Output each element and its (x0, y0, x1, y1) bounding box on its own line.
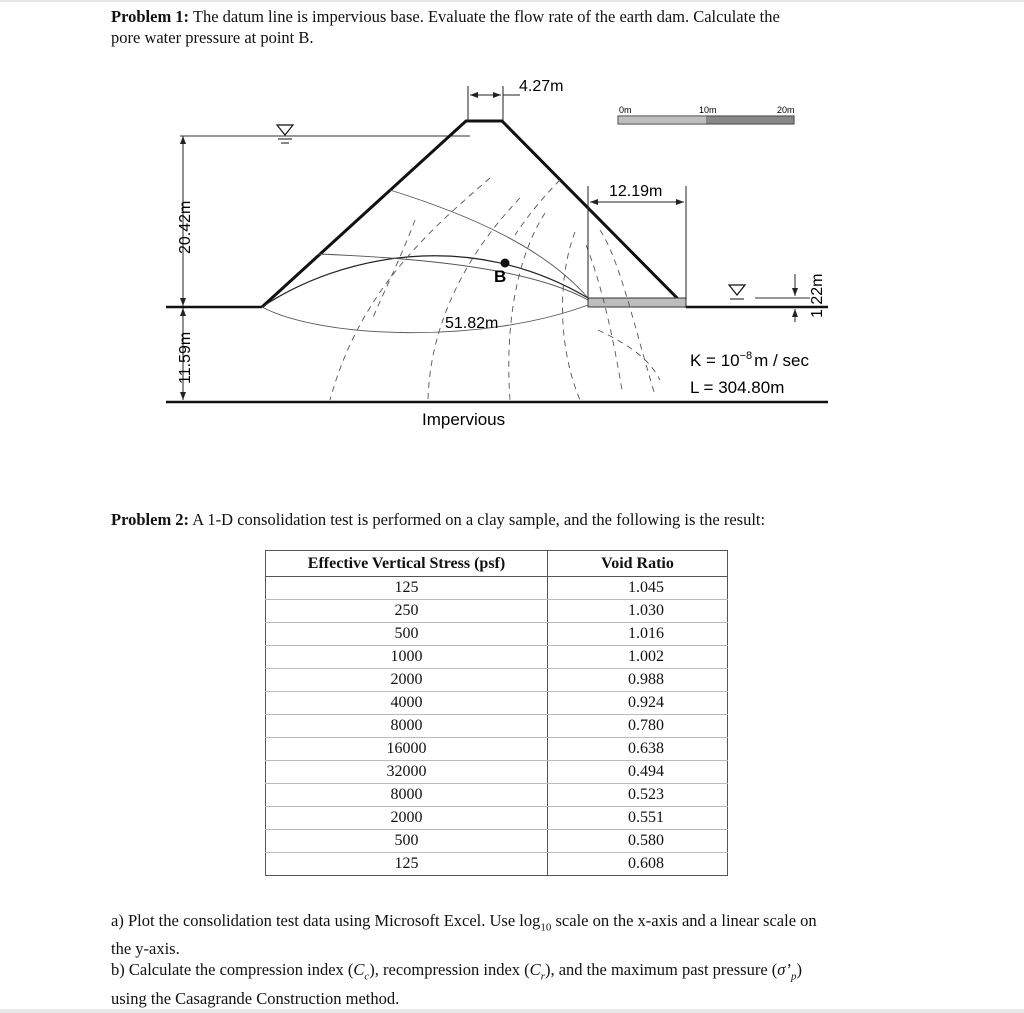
upstream-water-symbol (277, 125, 293, 143)
consolidation-table (265, 550, 728, 876)
sigma-symbol: σ’ (777, 960, 791, 980)
question-b-text-a: b) Calculate the compression index ( (111, 960, 354, 980)
point-b-label: B (494, 267, 507, 286)
table-row (266, 830, 728, 853)
toe-drain (588, 298, 686, 307)
sigma-sub: p (790, 970, 797, 983)
cc-sub: c (364, 970, 370, 983)
height-dimension (177, 136, 194, 306)
earth-dam-diagram (0, 0, 1024, 460)
k-value: K = 10 (690, 351, 740, 370)
scale-label-0: 0m (619, 105, 632, 115)
stress-cell: 4000 (266, 692, 548, 715)
void-ratio-cell (548, 600, 728, 623)
void-ratio-value: 0.580 (628, 832, 664, 849)
scale-label-20: 20m (777, 105, 795, 115)
void-ratio-value: 0.780 (628, 717, 664, 734)
foundation-depth-label: 11.59m (177, 331, 194, 384)
void-ratio-value: 0.924 (628, 694, 664, 711)
stress-cell: 2000 (266, 669, 548, 692)
drain-length-dimension (588, 183, 686, 300)
void-ratio-value: 0.551 (628, 809, 664, 826)
void-ratio-cell (548, 669, 728, 692)
stress-cell: 500 (266, 830, 548, 853)
question-a-text-b: scale on the x-axis and a linear scale on (551, 911, 817, 930)
table-row (266, 715, 728, 738)
column-header-void-ratio: Void Ratio (548, 551, 728, 577)
table-row (266, 761, 728, 784)
void-ratio-value: 0.523 (628, 786, 664, 803)
problem-2-text: A 1-D consolidation test is performed on a clay sample, and the following is the result: (189, 510, 766, 529)
dam-outline (262, 121, 686, 307)
void-ratio-value: 0.494 (628, 763, 664, 780)
table-row (266, 692, 728, 715)
problem-1-text-line1: The datum line is impervious base. Evaluate the flow rate of the earth dam. Calculate the (189, 7, 780, 26)
void-ratio-cell (548, 623, 728, 646)
void-ratio-cell (548, 715, 728, 738)
crest-width-label: 4.27m (519, 78, 564, 95)
void-ratio-cell (548, 807, 728, 830)
stress-cell: 125 (266, 577, 548, 600)
cr-symbol: C (529, 960, 541, 980)
void-ratio-value: 1.016 (628, 625, 664, 642)
question-b-text-end: ) (796, 960, 802, 980)
table-row (266, 807, 728, 830)
impervious-label: Impervious (422, 410, 506, 429)
questions (111, 910, 911, 1009)
question-a-text: a) Plot the consolidation test data using Microsoft Excel. Use log (111, 911, 541, 930)
cr-sub: r (540, 970, 545, 983)
question-a-line2: the y-axis. (111, 939, 180, 959)
void-ratio-value: 1.002 (628, 648, 664, 665)
column-header-stress: Effective Vertical Stress (psf) (266, 551, 548, 577)
point-b-marker (494, 259, 510, 287)
void-ratio-cell (548, 784, 728, 807)
table-row (266, 646, 728, 669)
permeability-label (690, 350, 809, 370)
void-ratio-cell (548, 761, 728, 784)
void-ratio-value: 1.030 (628, 602, 664, 619)
problem-2-statement (111, 509, 911, 530)
equipotential-lines (330, 178, 663, 400)
stress-cell: 8000 (266, 715, 548, 738)
void-ratio-value: 0.988 (628, 671, 664, 688)
base-length-label: 51.82m (445, 315, 499, 332)
table-row (266, 600, 728, 623)
void-ratio-cell (548, 853, 728, 876)
table-row (266, 669, 728, 692)
question-b-text-mid: ), recompression index ( (369, 960, 530, 980)
void-ratio-cell (548, 646, 728, 669)
void-ratio-cell (548, 830, 728, 853)
table-row (266, 784, 728, 807)
question-a-sub: 10 (540, 921, 552, 934)
stress-cell: 16000 (266, 738, 548, 761)
tailwater-height-label: 1.22m (809, 273, 826, 318)
table-row (266, 738, 728, 761)
void-ratio-value: 1.045 (628, 579, 664, 596)
upstream-height-label: 20.42m (177, 200, 194, 254)
void-ratio-value: 0.638 (628, 740, 664, 757)
stress-cell: 32000 (266, 761, 548, 784)
question-a-line1 (111, 911, 817, 934)
scale-label-10: 10m (699, 105, 717, 115)
void-ratio-value: 0.608 (628, 855, 664, 872)
void-ratio-cell (548, 577, 728, 600)
void-ratio-cell (548, 738, 728, 761)
problem-1-label: Problem 1: (111, 7, 190, 26)
stress-cell: 500 (266, 623, 548, 646)
k-unit: m / sec (754, 351, 809, 370)
stress-cell: 125 (266, 853, 548, 876)
page-bottom-border (0, 1009, 1024, 1013)
stress-cell: 250 (266, 600, 548, 623)
question-b-text-mid2: ), and the maximum past pressure ( (544, 960, 778, 980)
cc-symbol: C (353, 960, 365, 980)
table-header-row (266, 551, 728, 577)
problem-1-text-line2: pore water pressure at point B. (111, 28, 314, 47)
scale-bar (618, 105, 795, 124)
question-b-line2: using the Casagrande Construction method. (111, 988, 400, 1008)
crest-width-dimension (468, 78, 563, 121)
length-l-label: L = 304.80m (690, 378, 785, 397)
void-ratio-cell (548, 692, 728, 715)
table-row (266, 853, 728, 876)
k-exponent: −8 (739, 350, 753, 362)
foundation-dimension (177, 308, 194, 400)
question-b-line1 (111, 960, 802, 983)
stress-cell: 1000 (266, 646, 548, 669)
table-row (266, 623, 728, 646)
drain-length-label: 12.19m (609, 183, 663, 200)
problem-2-label: Problem 2: (111, 510, 190, 529)
stress-cell: 8000 (266, 784, 548, 807)
stress-cell: 2000 (266, 807, 548, 830)
downstream-water-symbol (729, 285, 745, 299)
table-row (266, 577, 728, 600)
